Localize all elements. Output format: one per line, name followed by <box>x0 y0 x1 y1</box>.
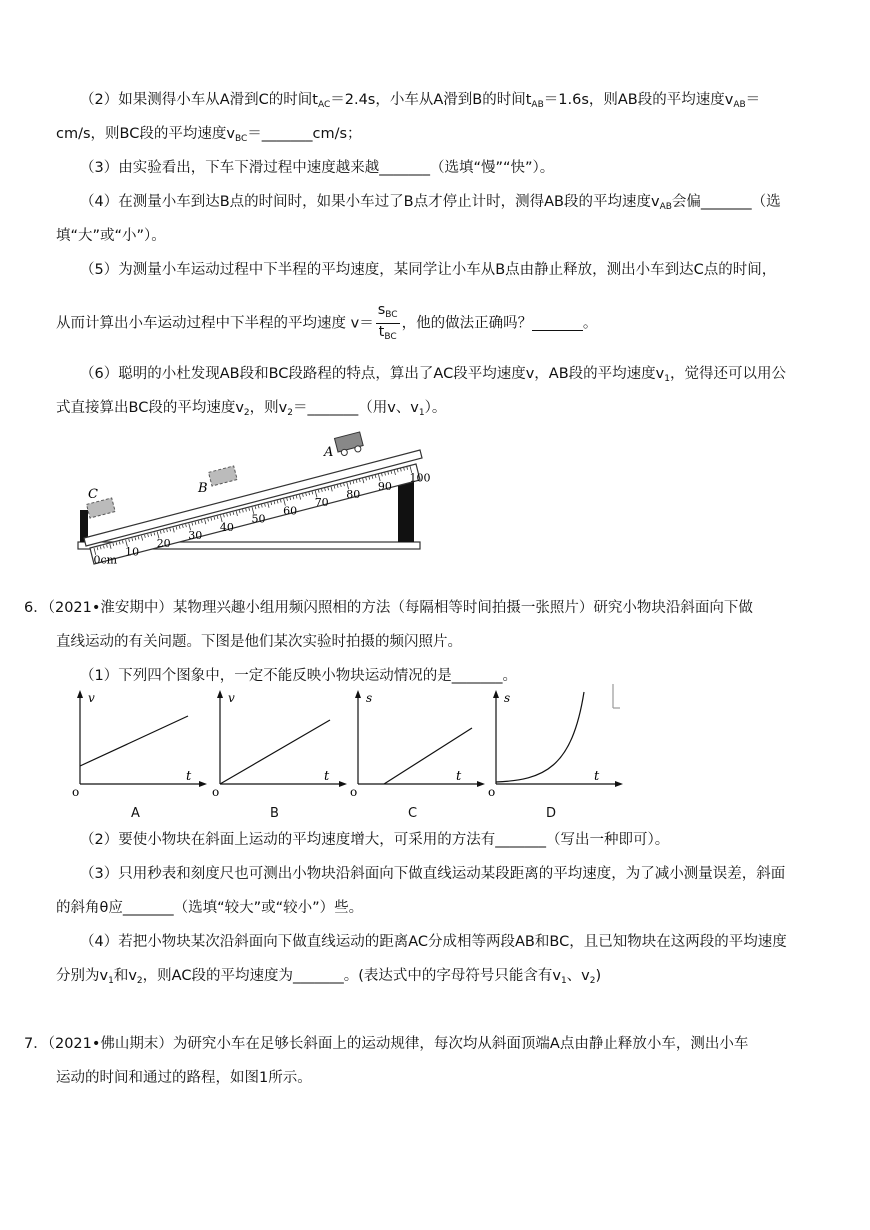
graph-b-line <box>220 720 330 784</box>
q6-stem-line2: 直线运动的有关问题。下图是他们某次实验时拍摄的频闪照片。 <box>56 634 462 650</box>
label-c: C <box>88 487 98 502</box>
graph-d-label: D <box>546 806 557 821</box>
ruler-tick-label: 30 <box>188 528 203 542</box>
graph-a-label: A <box>131 806 140 821</box>
q6-part2: （2）要使小物块在斜面上运动的平均速度增大，可采用的方法有_______（写出一种即可）。 <box>80 832 670 848</box>
ruler-tick-label: 0cm <box>93 553 118 567</box>
q5-part5-line2: 从而计算出小车运动过程中下半程的平均速度 v＝ $\frac{s_{BC}}{t_{BC}}$ ，他的做法正确吗？_______。 <box>56 302 597 345</box>
svg-text:s: s <box>366 691 373 705</box>
graph-d <box>484 688 624 798</box>
ruler-tick-label: 90 <box>377 479 392 493</box>
q5-part5-line1: （5）为测量小车运动过程中下半程的平均速度，某同学让小车从B点由静止释放，测出小车到达C点的时间， <box>80 262 777 278</box>
graph-b <box>208 688 348 798</box>
q5-part4-line1: （4）在测量小车到达B点的时间时，如果小车过了B点才停止计时，测得AB段的平均速度$v_{AB}$会偏_______（选 <box>80 194 781 212</box>
q5-part4-line2: 填“大”或“小”）。 <box>56 228 166 244</box>
label-a: A <box>324 445 334 460</box>
ruler-tick-label: 70 <box>314 496 329 510</box>
velocity-fraction: $\frac{s_{BC}}{t_{BC}}$ <box>377 302 398 342</box>
q5-part2-line1: （2）如果测得小车从A滑到C的时间$t_{AC}=2.4s$，小车从A滑到B的时间$t_{AB}=1.6s$，则AB段的平均速度$v_{AB}=$ <box>80 92 761 110</box>
ruler-tick-label: 10 <box>125 545 140 559</box>
q6-part1: （1）下列四个图象中，一定不能反映小物块运动情况的是_______。 <box>80 668 517 684</box>
graph-c-label: C <box>408 806 418 821</box>
graph-c <box>346 688 486 798</box>
svg-text:o: o <box>212 785 220 798</box>
q5-part6-line1: （6）聪明的小杜发现AB段和BC段路程的特点，算出了AC段平均速度v，AB段的平均速度$v_1$，觉得还可以用公 <box>80 366 786 384</box>
svg-text:t: t <box>324 769 330 784</box>
graph-b-label: B <box>270 806 279 821</box>
ruler-tick-label: 100 <box>409 471 430 485</box>
ruler-tick-labels <box>94 472 431 567</box>
ruler-tick-label: 20 <box>156 537 171 551</box>
cart-b <box>208 466 237 486</box>
ruler-tick-label: 40 <box>219 520 234 534</box>
svg-text:t: t <box>186 769 192 784</box>
incline-ruler-figure <box>70 430 430 575</box>
svg-text:o: o <box>350 785 358 798</box>
ruler-tick-label: 60 <box>283 504 298 518</box>
svg-text:o: o <box>72 785 80 798</box>
graph-a <box>68 688 208 798</box>
svg-text:v: v <box>228 691 235 705</box>
q7-stem-line2: 运动的时间和通过的路程，如图1所示。 <box>56 1070 312 1086</box>
q6-stem-line1: 6．（2021•淮安期中）某物理兴趣小组用频闪照相的方法（每隔相等时间拍摄一张照片）研究小物块沿斜面向下做 <box>24 600 753 616</box>
q6-part3-line1: （3）只用秒表和刻度尺也可测出小物块沿斜面向下做直线运动某段距离的平均速度，为了减小测量误差，斜面 <box>80 866 786 882</box>
q5-part6-line2: 式直接算出BC段的平均速度$v_2$，则$v_2=\_\_\_\_\_\_\_$（用v、$v_1$）。 <box>56 400 447 418</box>
q7-stem-line1: 7．（2021•佛山期末）为研究小车在足够长斜面上的运动规律，每次均从斜面顶端A点由静止释放小车，测出小车 <box>24 1036 749 1052</box>
svg-text:v: v <box>88 691 95 705</box>
q6-part3-line2: 的斜角θ应_______（选填“较大”或“较小”）些。 <box>56 900 364 916</box>
graph-d-curve <box>496 692 584 782</box>
q5-part3: （3）由实验看出，下车下滑过程中速度越来越_______（选填“慢”“快”）。 <box>80 160 555 176</box>
ruler-tick-label: 50 <box>251 512 266 526</box>
q5-part2-line2: cm/s，则BC段的平均速度$v_{BC}=\_\_\_\_\_\_\_cm/s$； <box>56 126 362 144</box>
q6-part4-line1: （4）若把小物块某次沿斜面向下做直线运动的距离AC分成相等两段AB和BC，且已知物块在这两段的平均速度 <box>80 934 787 950</box>
incline-board <box>84 450 422 546</box>
svg-text:s: s <box>504 691 511 705</box>
svg-text:t: t <box>594 769 600 784</box>
graph-a-line <box>80 716 188 766</box>
stray-mark <box>610 682 624 712</box>
svg-text:o: o <box>488 785 496 798</box>
label-b: B <box>198 481 208 496</box>
ruler-tick-label: 80 <box>346 487 361 501</box>
cart-a <box>334 432 364 457</box>
svg-text:t: t <box>456 769 462 784</box>
q6-part4-line2: 分别为$v_1$和$v_2$，则AC段的平均速度为_______。(表达式中的字母符号只能含有$v_1$、$v_2$) <box>56 968 602 986</box>
